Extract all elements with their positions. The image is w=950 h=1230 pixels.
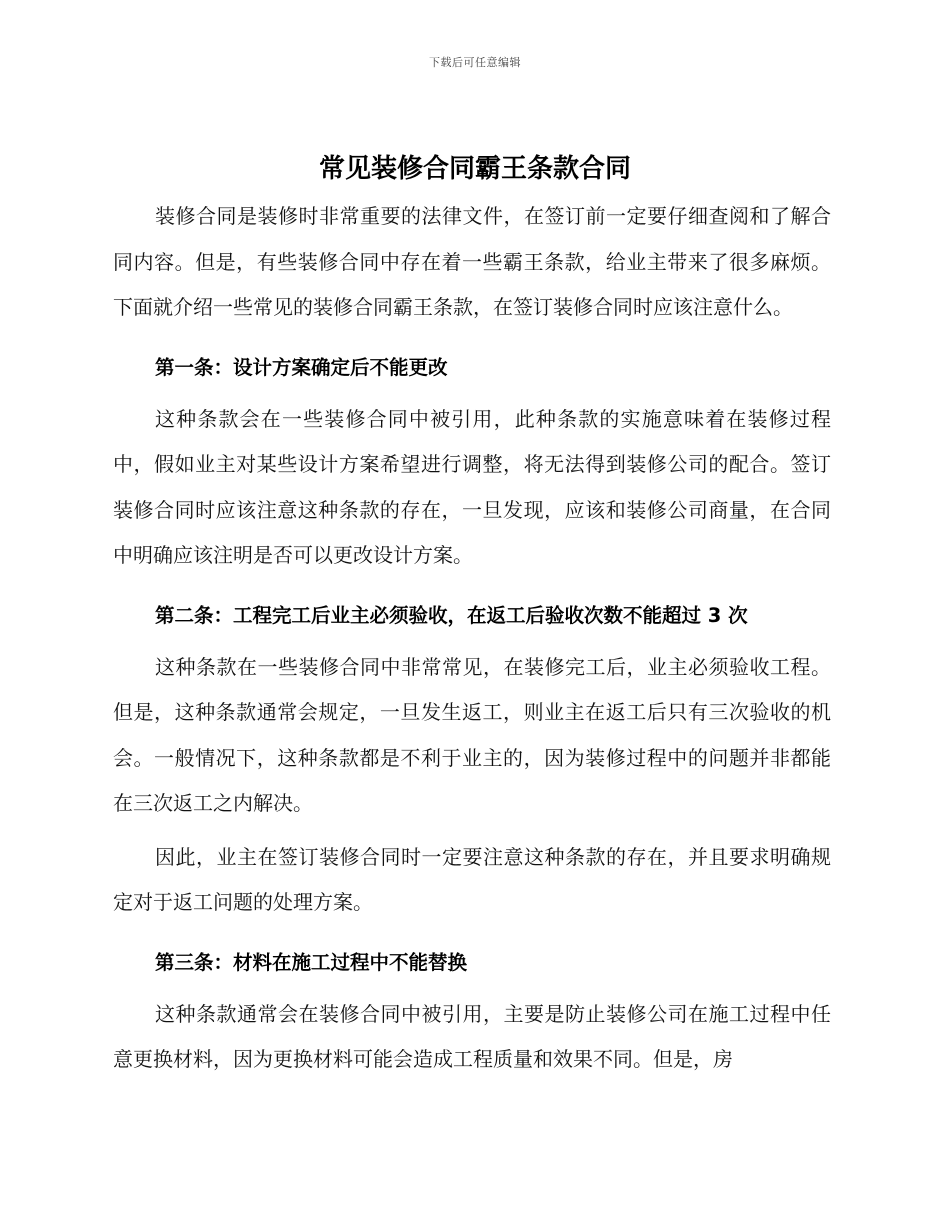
intro-paragraph: 装修合同是装修时非常重要的法律文件，在签订前一定要仔细查阅和了解合同内容。但是，有些装修合同中存在着一些霸王条款，给业主带来了很多麻烦。下面就介绍一些常见的装修合同霸王条款，在签订装修合同时应该注意什么。: [113, 204, 831, 319]
section-heading-2: 第二条：工程完工后业主必须验收，在返工后验收次数不能超过 3 次: [155, 603, 748, 627]
section-1-paragraph-1: 这种条款会在一些装修合同中被引用，此种条款的实施意味着在装修过程中，假如业主对某些设计方案希望进行调整，将无法得到装修公司的配合。签订装修合同时应该注意这种条款的存在，一旦发现，应该和装修公司商量，在合同中明确应该注明是否可以更改设计方案。: [113, 406, 831, 567]
section-2-paragraph-1: 这种条款在一些装修合同中非常常见，在装修完工后，业主必须验收工程。但是，这种条款通常会规定，一旦发生返工，则业主在返工后只有三次验收的机会。一般情况下，这种条款都是不利于业主的，因为装修过程中的问题并非都能在三次返工之内解决。: [113, 654, 831, 815]
section-heading-3: 第三条：材料在施工过程中不能替换: [155, 950, 468, 974]
header-note: 下载后可任意编辑: [429, 56, 521, 69]
section-2-paragraph-2: 因此，业主在签订装修合同时一定要注意这种条款的存在，并且要求明确规定对于返工问题的处理方案。: [113, 844, 831, 914]
section-heading-1: 第一条：设计方案确定后不能更改: [155, 355, 448, 379]
document-title: 常见装修合同霸王条款合同: [318, 154, 631, 184]
section-3-paragraph-1: 这种条款通常会在装修合同中被引用，主要是防止装修公司在施工过程中任意更换材料，因为更换材料可能会造成工程质量和效果不同。但是，房: [113, 1001, 831, 1071]
document-body: [113, 194, 831, 1083]
